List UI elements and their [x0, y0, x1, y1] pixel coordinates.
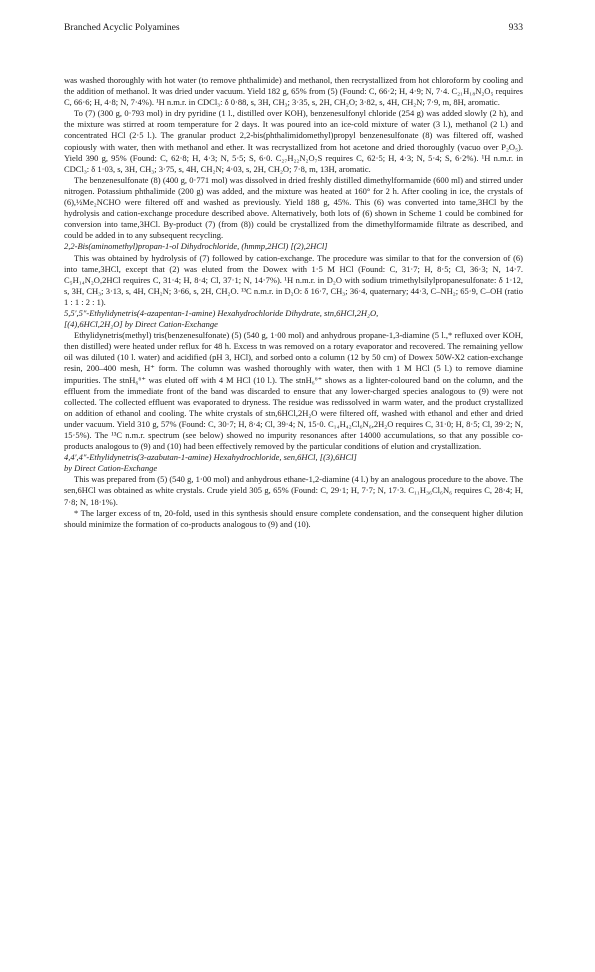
article-body — [64, 75, 523, 530]
section-heading: 5,5′,5″-Ethylidynetris(4-azapentan-1-amine) Hexahydrochloride Dihydrate, stn,6HCl,2H₂O, — [64, 307, 379, 318]
paragraph: The benzenesulfonate (8) (400 g, 0·771 mol) was dissolved in dried freshly distilled dimethylformamide (600 ml) and stirred under nitrogen. Potassium phthalimide (200 g) was added, and the mixture was heated at 160° for 2 h. After cooling in ice, the crystals of (6),½Me₂NCHO were filtered off and washed as previously. Yield 188 g, 45%. This (6) was converted into tame,3HCl by the hydrolysis and cation-exchange procedure described above. Alternatively, both lots of (6) shown in Scheme 1 could be combined for conversion into tame,3HCl. By-product (7) (from (8)) could be crystallized from the dimethylformamide filtrate as described, and could be added in to any subsequent recycling. — [64, 174, 523, 241]
section-heading: 2,2-Bis(aminomethyl)propan-1-ol Dihydrochloride, (hmmp,2HCl) [(2),2HCl] — [64, 241, 328, 252]
paragraph: To (7) (300 g, 0·793 mol) in dry pyridine (1 l., distilled over KOH), benzenesulfonyl chloride (254 g) was added slowly (2 h), and the mixture was stirred at room temperature for 2 days. It was poured into an ice-cold mixture of water (3 l.), methanol (2 l.) and concentrated HCl (2·5 l.). The granular product 2,2-bis(phthalimidomethyl)propyl benzenesulfonate (8) was filtered off, washed copiously with water, then with methanol and ether. It was recrystallized from hot acetone and dried thoroughly (vacuo over P₂O₅). Yield 390 g, 95% (Found: C, 62·8; H, 4·3; N, 5·5; S, 6·0. C₂₇H₂₂N₂O₇S requires C, 62·5; H, 4·3; N, 5·4; S, 6·2%). ¹H n.m.r. in CDCl₃: δ 1·03, s, 3H, CH₃; 3·75, s, 4H, CH₂N; 4·03, s, 2H, CH₂O; 7·8, m, 13H, aromatic. — [64, 108, 523, 174]
paragraph: This was obtained by hydrolysis of (7) followed by cation-exchange. The procedure was similar to that for the conversion of (6) into tame,3HCl, except that (2) was eluted from the Dowex with 1·5 M HCl (Found: C, 31·7; H, 8·5; Cl, 36·3; N, 14·7. C₅H₁₄N₂O,2HCl requires C, 31·4; H, 8·4; Cl, 37·1; N, 14·7%). ¹H n.m.r. in D₂O with sodium trimethylsilylpropanesulfonate: δ 1·12, s, 3H, CH₃; 3·13, s, 4H, CH₂N; 3·66, s, 2H, CH₂O. ¹³C n.m.r. in D₂O: δ 16·7, CH₃; 36·4, quaternary; 44·3, C–NH₂; 65·9, C–OH (ratio 1 : 1 : 2 : 1). — [64, 252, 523, 307]
paragraph: was washed thoroughly with hot water (to remove phthalimide) and methanol, then recrystallized from hot chloroform by cooling and the addition of methanol. It was dried under vacuum. Yield 182 g, 65% from (5) (Found: C, 66·2; H, 4·9; N, 7·4. C₂₁H₁₈N₂O₅ requires C, 66·6; H, 4·8; N, 7·4%). ¹H n.m.r. in CDCl₃: δ 0·88, s, 3H, CH₃; 3·35, s, 2H, CH₂O; 3·82, s, 4H, CH₂N; 7·9, m, 8H, aromatic. — [64, 75, 523, 108]
paragraph: This was prepared from (5) (540 g, 1·00 mol) and anhydrous ethane-1,2-diamine (4 l.) by an analogous procedure to the above. The sen,6HCl was obtained as white crystals. Crude yield 305 g, 65% (Found: C, 29·1; H, 7·7; N, 17·3. C₁₁H₃₆Cl₆N₆ requires C, 28·4; H, 7·8; N, 18·1%). — [64, 474, 523, 507]
paragraph: Ethylidynetris(methyl) tris(benzenesulfonate) (5) (540 g, 1·00 mol) and anhydrous propane-1,3-diamine (5 l.,* refluxed over KOH, then distilled) were heated under reflux for 48 h. Excess tn was removed on a rotary evaporator and recovered. The remaining yellow oil was diluted (10 l. water) and acidified (pH 3, HCl), and sorbed onto a column (12 by 50 cm) of Dowex 50W-X2 cation-exchange resin, 200–400 mesh, H⁺ form. The column was washed thoroughly with water, then with 1 M HCl (5 l.) to remove diamine impurities. The stnH₆⁶⁺ was eluted off with 4 M HCl (10 l.). The stnH₆⁶⁺ shows as a lighter-coloured band on the column, and the effluent from the immediate front of the band was discarded to ensure that any lower-charged species analogous to (9) were not collected. The collected effluent was evaporated to dryness. The residue was redissolved in warm water, and the product crystallized on addition of ethanol and cooling. The white crystals of stn,6HCl,2H₂O were filtered off, washed with ethanol and ether and dried under vacuum. Yield 310 g, 57% (Found: C, 30·7; H, 8·4; Cl, 39·4; N, 15·0. C₁₄H₄₂Cl₆N₆,2H₂O requires C, 31·0; H, 8·5; Cl, 39·2; N, 15·5%). The ¹³C n.m.r. spectrum (see below) showed no impurity resonances after 14000 accumulations, so that any possible co-products analogous to (9) and (10) had been effectively removed by the particular conditions of elution and crystallization. — [64, 330, 523, 452]
page-number: 933 — [508, 22, 523, 33]
section-heading-continuation: [(4),6HCl,2H₂O] by Direct Cation-Exchange — [64, 319, 218, 330]
footnote: * The larger excess of tn, 20-fold, used in this synthesis should ensure complete condensation, and the consequent higher dilution should minimize the formation of co-products analogous to (9) and (10). — [64, 507, 523, 529]
section-heading-continuation: by Direct Cation-Exchange — [64, 463, 158, 474]
section-heading: 4,4′,4″-Ethylidynetris(3-azabutan-1-amine) Hexahydrochloride, sen,6HCl, [(3),6HCl] — [64, 452, 357, 463]
running-title: Branched Acyclic Polyamines — [64, 22, 180, 33]
running-header — [64, 22, 523, 36]
